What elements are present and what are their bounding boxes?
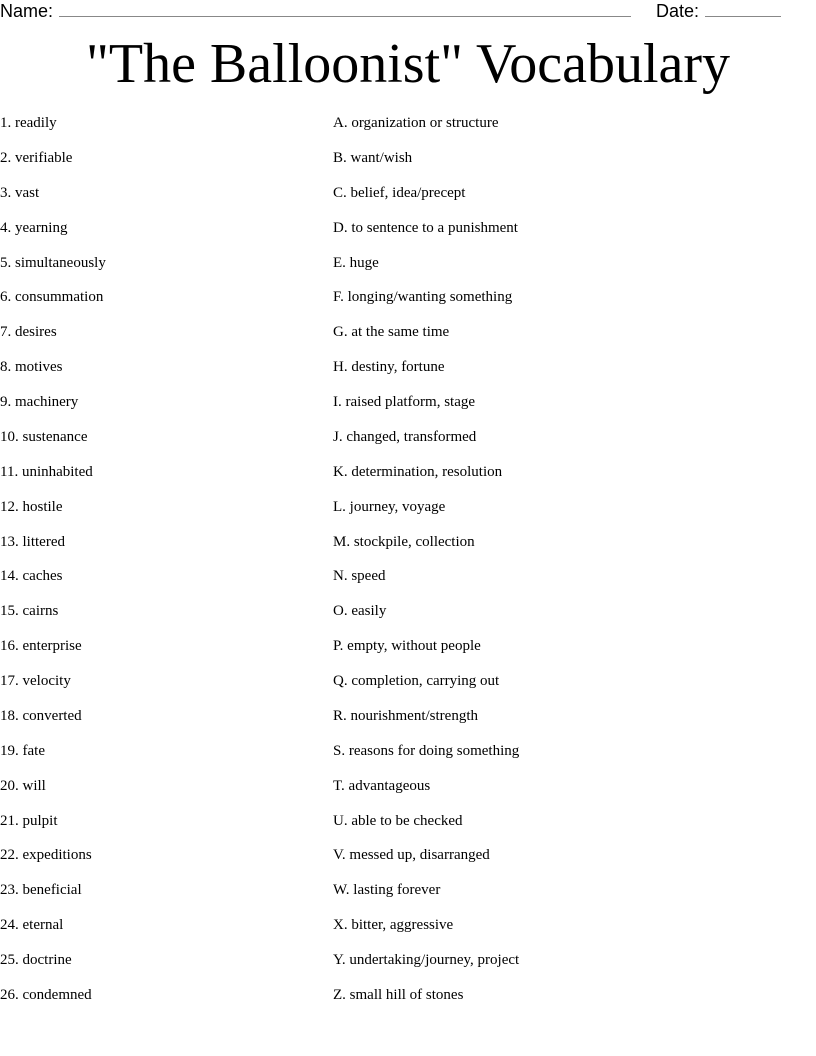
definition-item: B. want/wish (333, 149, 413, 166)
term-item: 12. hostile (0, 498, 63, 515)
definition-item: F. longing/wanting something (333, 289, 513, 306)
definition-item: G. at the same time (333, 324, 450, 341)
name-label: Name: (0, 1, 54, 21)
term-item: 18. converted (0, 707, 82, 724)
term-item: 9. machinery (0, 394, 79, 411)
term-item: 20. will (0, 777, 46, 794)
date-label: Date: (656, 1, 700, 21)
definition-item: U. able to be checked (333, 812, 463, 829)
definition-item: X. bitter, aggressive (333, 917, 454, 934)
definition-item: S. reasons for doing something (333, 742, 520, 759)
definition-item: N. speed (333, 568, 386, 585)
definition-item: C. belief, idea/precept (333, 184, 466, 201)
term-item: 24. eternal (0, 917, 64, 934)
definition-item: L. journey, voyage (333, 498, 446, 515)
term-item: 5. simultaneously (0, 254, 106, 271)
name-field[interactable] (0, 0, 631, 22)
term-item: 23. beneficial (0, 882, 82, 899)
definition-item: I. raised platform, stage (333, 394, 476, 411)
term-item: 2. verifiable (0, 149, 73, 166)
term-item: 1. readily (0, 115, 57, 131)
definition-item: T. advantageous (333, 777, 431, 794)
date-field[interactable] (656, 0, 781, 22)
definition-item: W. lasting forever (333, 882, 441, 899)
date-line (705, 0, 781, 17)
term-item: 21. pulpit (0, 812, 58, 829)
term-item: 15. cairns (0, 603, 59, 620)
term-item: 25. doctrine (0, 952, 72, 969)
definition-item: J. changed, transformed (333, 428, 477, 445)
term-item: 13. littered (0, 533, 65, 550)
term-item: 3. vast (0, 184, 40, 201)
term-item: 22. expeditions (0, 847, 92, 864)
definition-item: H. destiny, fortune (333, 359, 445, 376)
definition-item: O. easily (333, 603, 387, 620)
definition-item: Y. undertaking/journey, project (333, 952, 520, 969)
term-item: 17. velocity (0, 673, 71, 690)
definition-item: P. empty, without people (333, 638, 481, 655)
term-item: 14. caches (0, 568, 63, 585)
term-item: 10. sustenance (0, 428, 88, 445)
term-item: 4. yearning (0, 219, 68, 236)
definition-item: A. organization or structure (333, 115, 499, 131)
term-item: 19. fate (0, 742, 45, 759)
name-line (59, 0, 631, 17)
definition-item: R. nourishment/strength (333, 707, 478, 724)
definition-item: M. stockpile, collection (333, 533, 475, 550)
term-item: 7. desires (0, 324, 57, 341)
definition-item: E. huge (333, 254, 379, 271)
definition-item: V. messed up, disarranged (333, 847, 490, 864)
definition-item: Q. completion, carrying out (333, 673, 500, 690)
term-item: 6. consummation (0, 289, 104, 306)
term-item: 11. uninhabited (0, 463, 93, 480)
term-item: 16. enterprise (0, 638, 82, 655)
term-item: 26. condemned (0, 987, 92, 1003)
page-title: "The Balloonist" Vocabulary (86, 33, 730, 95)
definition-item: K. determination, resolution (333, 463, 503, 480)
definition-item: Z. small hill of stones (333, 987, 464, 1003)
definition-item: D. to sentence to a punishment (333, 219, 518, 236)
term-item: 8. motives (0, 359, 63, 376)
